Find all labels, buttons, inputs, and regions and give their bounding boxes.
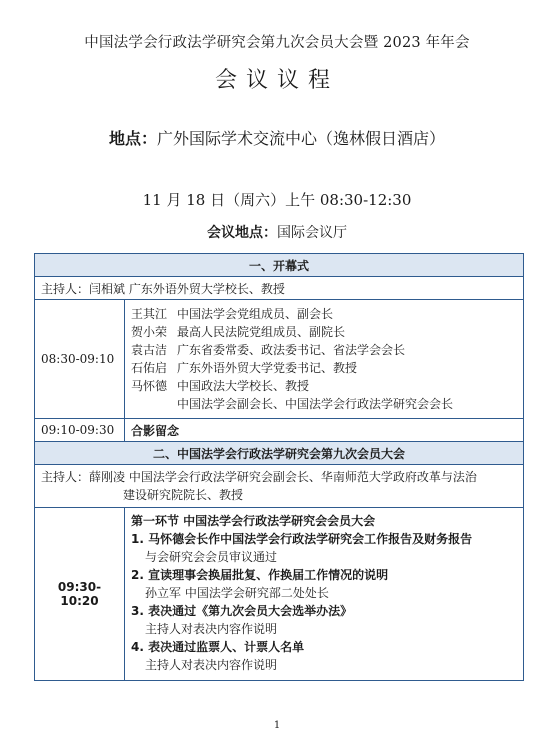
document-title: 会议议程	[214, 68, 339, 93]
speaker-role: 中国政法大学校长、教授	[177, 379, 310, 393]
speaker-role: 广东省委常委、政法委书记、省法学会会长	[177, 343, 406, 357]
host-row	[35, 277, 524, 300]
host-text	[35, 465, 524, 508]
event-header: 中国法学会行政法学研究会第九次会员大会暨 2023 年年会	[84, 35, 470, 51]
section-title: 二、中国法学会行政法学研究会第九次会员大会	[35, 442, 524, 465]
list-item: 2. 宣读理事会换届批复、作换届工作情况的说明	[131, 568, 389, 582]
speaker-role: 最高人民法院党组成员、副院长	[177, 325, 346, 339]
venue-value: 国际会议厅	[277, 225, 347, 241]
list-item: 第一环节 中国法学会行政法学研究会会员大会	[131, 514, 376, 528]
time-cell: 08:30-09:10	[35, 300, 125, 419]
section-header	[35, 442, 524, 465]
list-item	[131, 359, 517, 377]
host-line: 建设研究院院长、教授	[123, 488, 244, 502]
list-item: 3. 表决通过《第九次会员大会选举办法》	[131, 604, 353, 618]
time-cell: 09:10-09:30	[35, 419, 125, 442]
table-row	[35, 508, 524, 681]
list-item: 主持人对表决内容作说明	[145, 658, 278, 672]
item-list	[125, 508, 524, 681]
speaker-role: 中国法学会副会长、中国法学会行政法学研究会会长	[177, 397, 454, 411]
speaker-name: 贺小荣	[131, 325, 168, 339]
list-item: 主持人对表决内容作说明	[145, 622, 278, 636]
host-line: 主持人：薛刚凌 中国法学会行政法学研究会副会长、华南师范大学政府改革与法治	[41, 470, 477, 484]
section-title: 一、开幕式	[35, 254, 524, 277]
speaker-name: 石佑启	[131, 361, 168, 375]
list-item	[131, 323, 517, 341]
venue-line	[0, 222, 554, 242]
speaker-name: 袁古洁	[131, 343, 168, 357]
list-item	[131, 377, 517, 395]
list-item	[131, 341, 517, 359]
venue-label: 会议地点：	[207, 225, 277, 241]
list-item: 与会研究会会员审议通过	[145, 550, 278, 564]
speaker-list	[125, 300, 524, 419]
host-row	[35, 465, 524, 508]
list-item	[131, 395, 517, 413]
host-text: 主持人：闫相斌 广东外语外贸大学校长、教授	[35, 277, 524, 300]
table-row	[35, 419, 524, 442]
list-item	[131, 305, 517, 323]
list-item: 4. 表决通过监票人、计票人名单	[131, 640, 305, 654]
list-item: 1. 马怀德会长作中国法学会行政法学研究会工作报告及财务报告	[131, 532, 473, 546]
date-line: 11 月 18 日（周六）上午 08:30-12:30	[142, 191, 412, 209]
agenda-table	[34, 253, 524, 681]
agenda-item: 合影留念	[125, 419, 524, 442]
location-value: 广外国际学术交流中心（逸林假日酒店）	[157, 129, 446, 148]
speaker-name: 王其江	[131, 307, 168, 321]
speaker-role: 广东外语外贸大学党委书记、教授	[177, 361, 358, 375]
location-label: 地点：	[108, 129, 157, 148]
list-item: 孙立军 中国法学会研究部二处处长	[145, 586, 329, 600]
time-cell: 09:30-10:20	[35, 508, 125, 681]
speaker-name: 马怀德	[131, 379, 168, 393]
section-header	[35, 254, 524, 277]
location-line	[0, 126, 554, 149]
page-number: 1	[273, 720, 281, 731]
table-row	[35, 300, 524, 419]
speaker-role: 中国法学会党组成员、副会长	[177, 307, 334, 321]
